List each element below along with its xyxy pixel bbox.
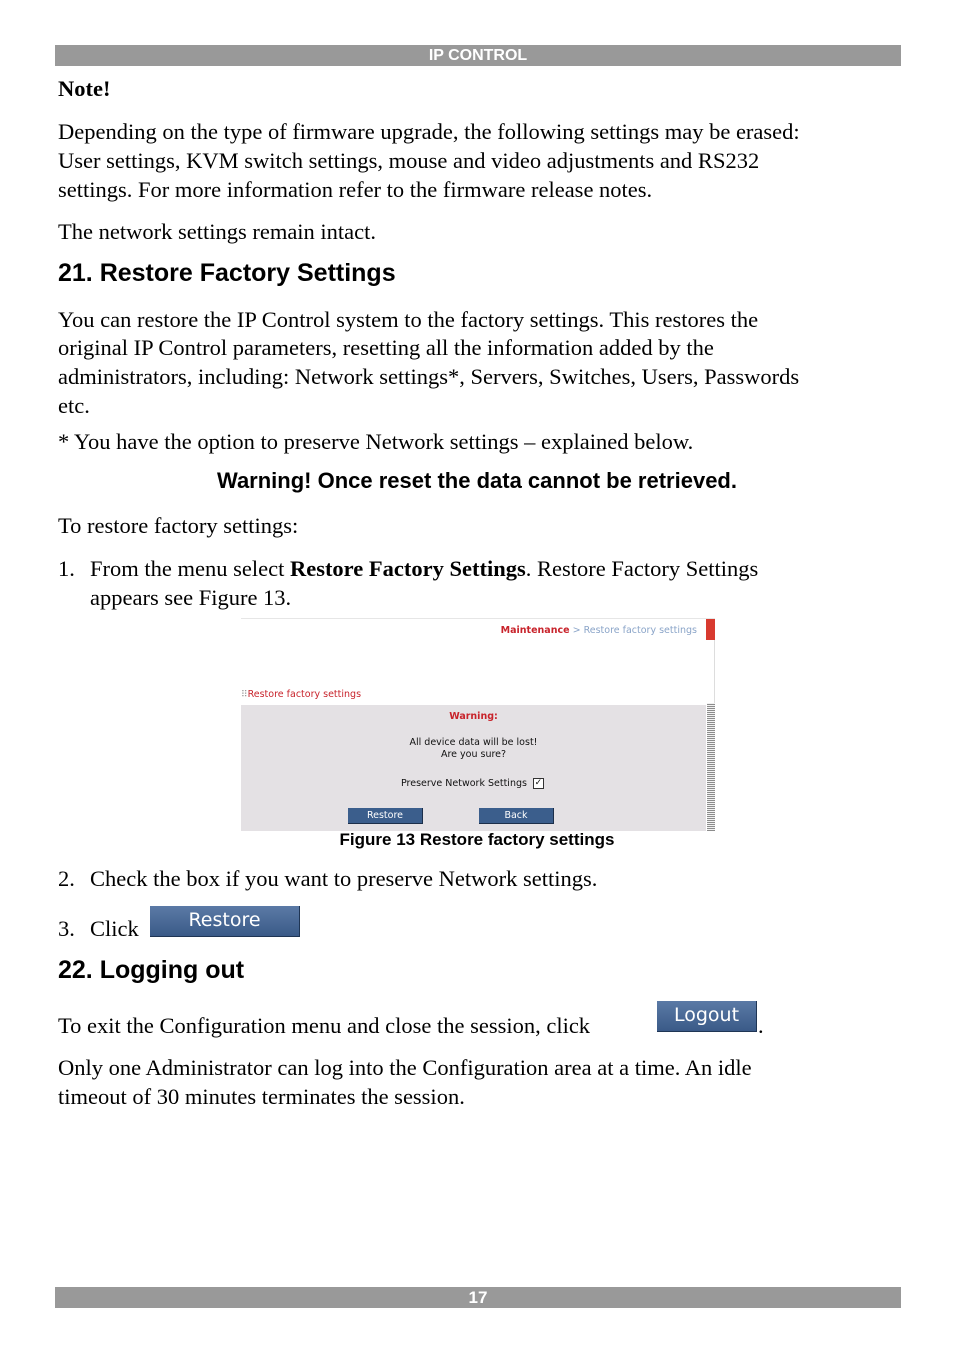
s21-line-3: administrators, including: Network settings*, Servers, Switches, Users, Passwords: [58, 364, 800, 389]
warning-message: [241, 737, 706, 761]
page-header: IP CONTROL: [55, 45, 901, 66]
s21-footnote: * You have the option to preserve Network settings – explained below.: [58, 429, 694, 454]
preserve-label: Preserve Network Settings: [401, 778, 527, 789]
side-tab: [706, 619, 715, 640]
logout-instruction: To exit the Configuration menu and close the session, click: [58, 1013, 591, 1038]
note-heading: Note!: [58, 76, 111, 101]
logout-period: .: [758, 1013, 764, 1038]
breadcrumb-maintenance[interactable]: Maintenance: [500, 625, 570, 636]
step-2-number: 2.: [58, 866, 75, 891]
restore-button[interactable]: Restore: [348, 808, 423, 824]
message-line-2: Are you sure?: [440, 749, 507, 760]
breadcrumb-separator: >: [569, 625, 584, 636]
figure-caption: Figure 13 Restore factory settings: [339, 830, 615, 849]
s21-line-2: original IP Control parameters, resetting all the information added by the: [58, 335, 714, 360]
scrollbar[interactable]: [707, 703, 715, 831]
s22-line-1: Only one Administrator can log into the Configuration area at a time. An idle: [58, 1055, 752, 1080]
s21-line-4: etc.: [58, 393, 90, 418]
step-1-number: 1.: [58, 556, 75, 581]
step-1-text: [90, 554, 758, 583]
section-title-text: Restore factory settings: [247, 689, 362, 700]
section-22-heading: 22. Logging out: [58, 956, 245, 984]
s21-line-1: You can restore the IP Control system to the factory settings. This restores the: [58, 307, 759, 332]
section-21-heading: 21. Restore Factory Settings: [58, 259, 396, 287]
step-1-menu-item: Restore Factory Settings: [289, 556, 526, 581]
step-3-text: Click: [90, 916, 139, 941]
step-3-number: 3.: [58, 916, 75, 941]
step-2-text: Check the box if you want to preserve Network settings.: [90, 866, 598, 891]
network-note: The network settings remain intact.: [58, 219, 377, 244]
grip-icon: ⠿: [241, 690, 248, 700]
note-line-3: settings. For more information refer to the firmware release notes.: [58, 177, 653, 202]
section-title: [241, 689, 361, 700]
breadcrumb-current: Restore factory settings: [583, 625, 697, 636]
step-1-pre: From the menu select: [90, 556, 290, 581]
preserve-network-option: [401, 778, 544, 789]
restore-factory-screenshot: [241, 618, 715, 831]
note-line-2: User settings, KVM switch settings, mouse and video adjustments and RS232: [58, 148, 760, 173]
reset-warning: Warning! Once reset the data cannot be retrieved.: [217, 468, 737, 493]
page-number: 17: [55, 1287, 901, 1308]
divider: [714, 640, 715, 704]
restore-button-image[interactable]: Restore: [150, 906, 300, 937]
restore-intro: To restore factory settings:: [58, 513, 299, 538]
breadcrumb: [501, 625, 697, 636]
logout-button-image[interactable]: Logout: [657, 1001, 757, 1032]
s22-line-2: timeout of 30 minutes terminates the session.: [58, 1084, 465, 1109]
warning-label: Warning:: [449, 711, 498, 722]
restore-panel: [241, 705, 706, 831]
note-line-1: Depending on the type of firmware upgrade, the following settings may be erased:: [58, 119, 800, 144]
message-line-1: All device data will be lost!: [409, 737, 538, 748]
step-1-line-2: appears see Figure 13.: [90, 585, 292, 610]
back-button[interactable]: Back: [479, 808, 554, 824]
step-1-post: . Restore Factory Settings: [525, 556, 759, 581]
preserve-checkbox[interactable]: ✓: [534, 778, 543, 788]
